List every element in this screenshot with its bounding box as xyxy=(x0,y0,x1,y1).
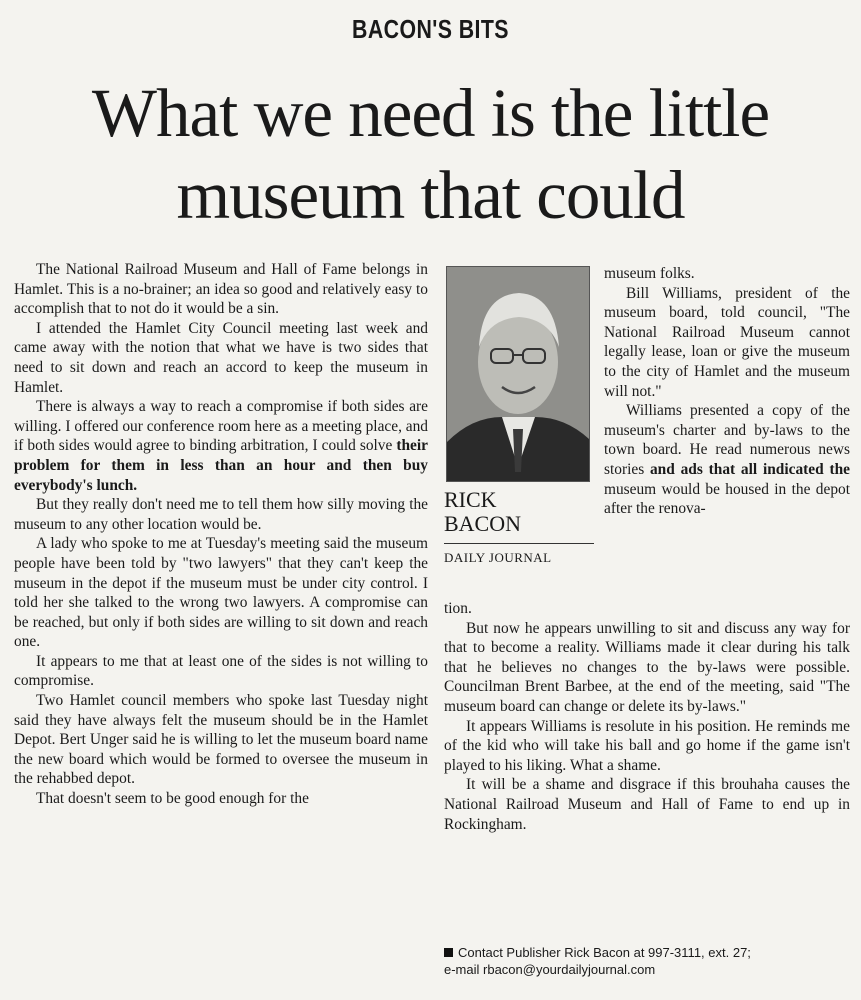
contact-info xyxy=(444,944,854,978)
author-portrait-image xyxy=(447,267,589,481)
article-column-2-continued xyxy=(444,599,850,834)
paragraph: That doesn't seem to be good enough for the xyxy=(36,790,309,808)
article-column-1 xyxy=(14,260,428,809)
byline-publication: DAILY JOURNAL xyxy=(444,543,594,566)
paragraph: It appears to me that at least one of the sides is not willing to compromise. xyxy=(14,652,428,690)
bullet-square-icon xyxy=(444,948,453,957)
paragraph-text: museum would be housed in the depot after the renova- xyxy=(604,480,850,518)
paragraph: It appears Williams is resolute in his position. He reminds me of the kid who will take his ball and go home if the game isn't played to his liking. What a shame. xyxy=(444,717,850,774)
paragraph: It will be a shame and disgrace if this brouhaha causes the National Railroad Museum and Hall of Fame to end up in Rockingham. xyxy=(444,776,850,833)
contact-text: Contact Publisher Rick Bacon at 997-3111, ext. 27; xyxy=(458,945,751,960)
paragraph: Bill Williams, president of the museum board, told council, "The National Railroad Museum cannot legally lease, loan or give the museum to the city of Hamlet and the museum will not." xyxy=(604,284,850,400)
paragraph xyxy=(14,397,428,495)
bold-text: their problem for them in less than an hour and then buy everybody's lunch. xyxy=(14,437,428,494)
paragraph: museum folks. xyxy=(604,265,695,282)
byline-name xyxy=(444,488,594,536)
author-photo xyxy=(446,266,590,482)
paragraph: I attended the Hamlet City Council meeting last week and came away with the notion that what we have is two sides that need to sit down and reach an accord to keep the museum in Hamlet. xyxy=(14,319,428,396)
bold-text: and ads that all indicated the xyxy=(649,460,850,478)
paragraph: But they really don't need me to tell them how silly moving the museum to any other location would be. xyxy=(14,496,428,533)
paragraph xyxy=(604,401,850,519)
paragraph: The National Railroad Museum and Hall of Fame belongs in Hamlet. This is a no-brainer; an idea so good and relatively easy to accomplish that to not do it would be a sin. xyxy=(14,261,428,318)
column-kicker: BACON'S BITS xyxy=(352,14,509,44)
headline xyxy=(0,72,861,236)
contact-line xyxy=(444,944,854,961)
paragraph: A lady who spoke to me at Tuesday's meeting said the museum people have been told by "two lawyers" that they can't keep the museum in the depot if the museum must be under city control. I told her she talked to the wrong two lawyers. A compromise can be reached, but only if both sides are willing to sit down and reach one. xyxy=(14,535,428,651)
paragraph-text: There is always a way to reach a compromise if both sides are willing. I offered our conference room here as a meeting place, and if both sides would agree to binding arbitration, I could solve xyxy=(14,398,428,455)
headline-line-2: museum that could xyxy=(176,157,685,233)
contact-email: e-mail rbacon@yourdailyjournal.com xyxy=(444,962,656,977)
article-column-3 xyxy=(604,264,850,519)
paragraph: But now he appears unwilling to sit and discuss any way for that to become a reality. Williams made it clear during his talk that he believes no changes to the by-laws were possible. Councilman Brent Barbee, at the end of the meeting, said "The museum board can change or delete its by-laws." xyxy=(444,619,850,715)
byline-last-name: BACON xyxy=(444,511,522,536)
paragraph: tion. xyxy=(444,600,472,617)
byline-first-name: RICK xyxy=(444,487,497,512)
headline-line-1: What we need is the little xyxy=(91,75,770,151)
paragraph: Two Hamlet council members who spoke last Tuesday night said they have always felt the museum should be in the Hamlet Depot. Bert Unger said he is willing to let the museum board name the new board which would be formed to oversee the museum in the rehabbed depot. xyxy=(14,692,428,788)
paragraph-text: Williams presented a copy of the museum's charter and by-laws to the town board. He read numerous news stories xyxy=(604,402,850,478)
